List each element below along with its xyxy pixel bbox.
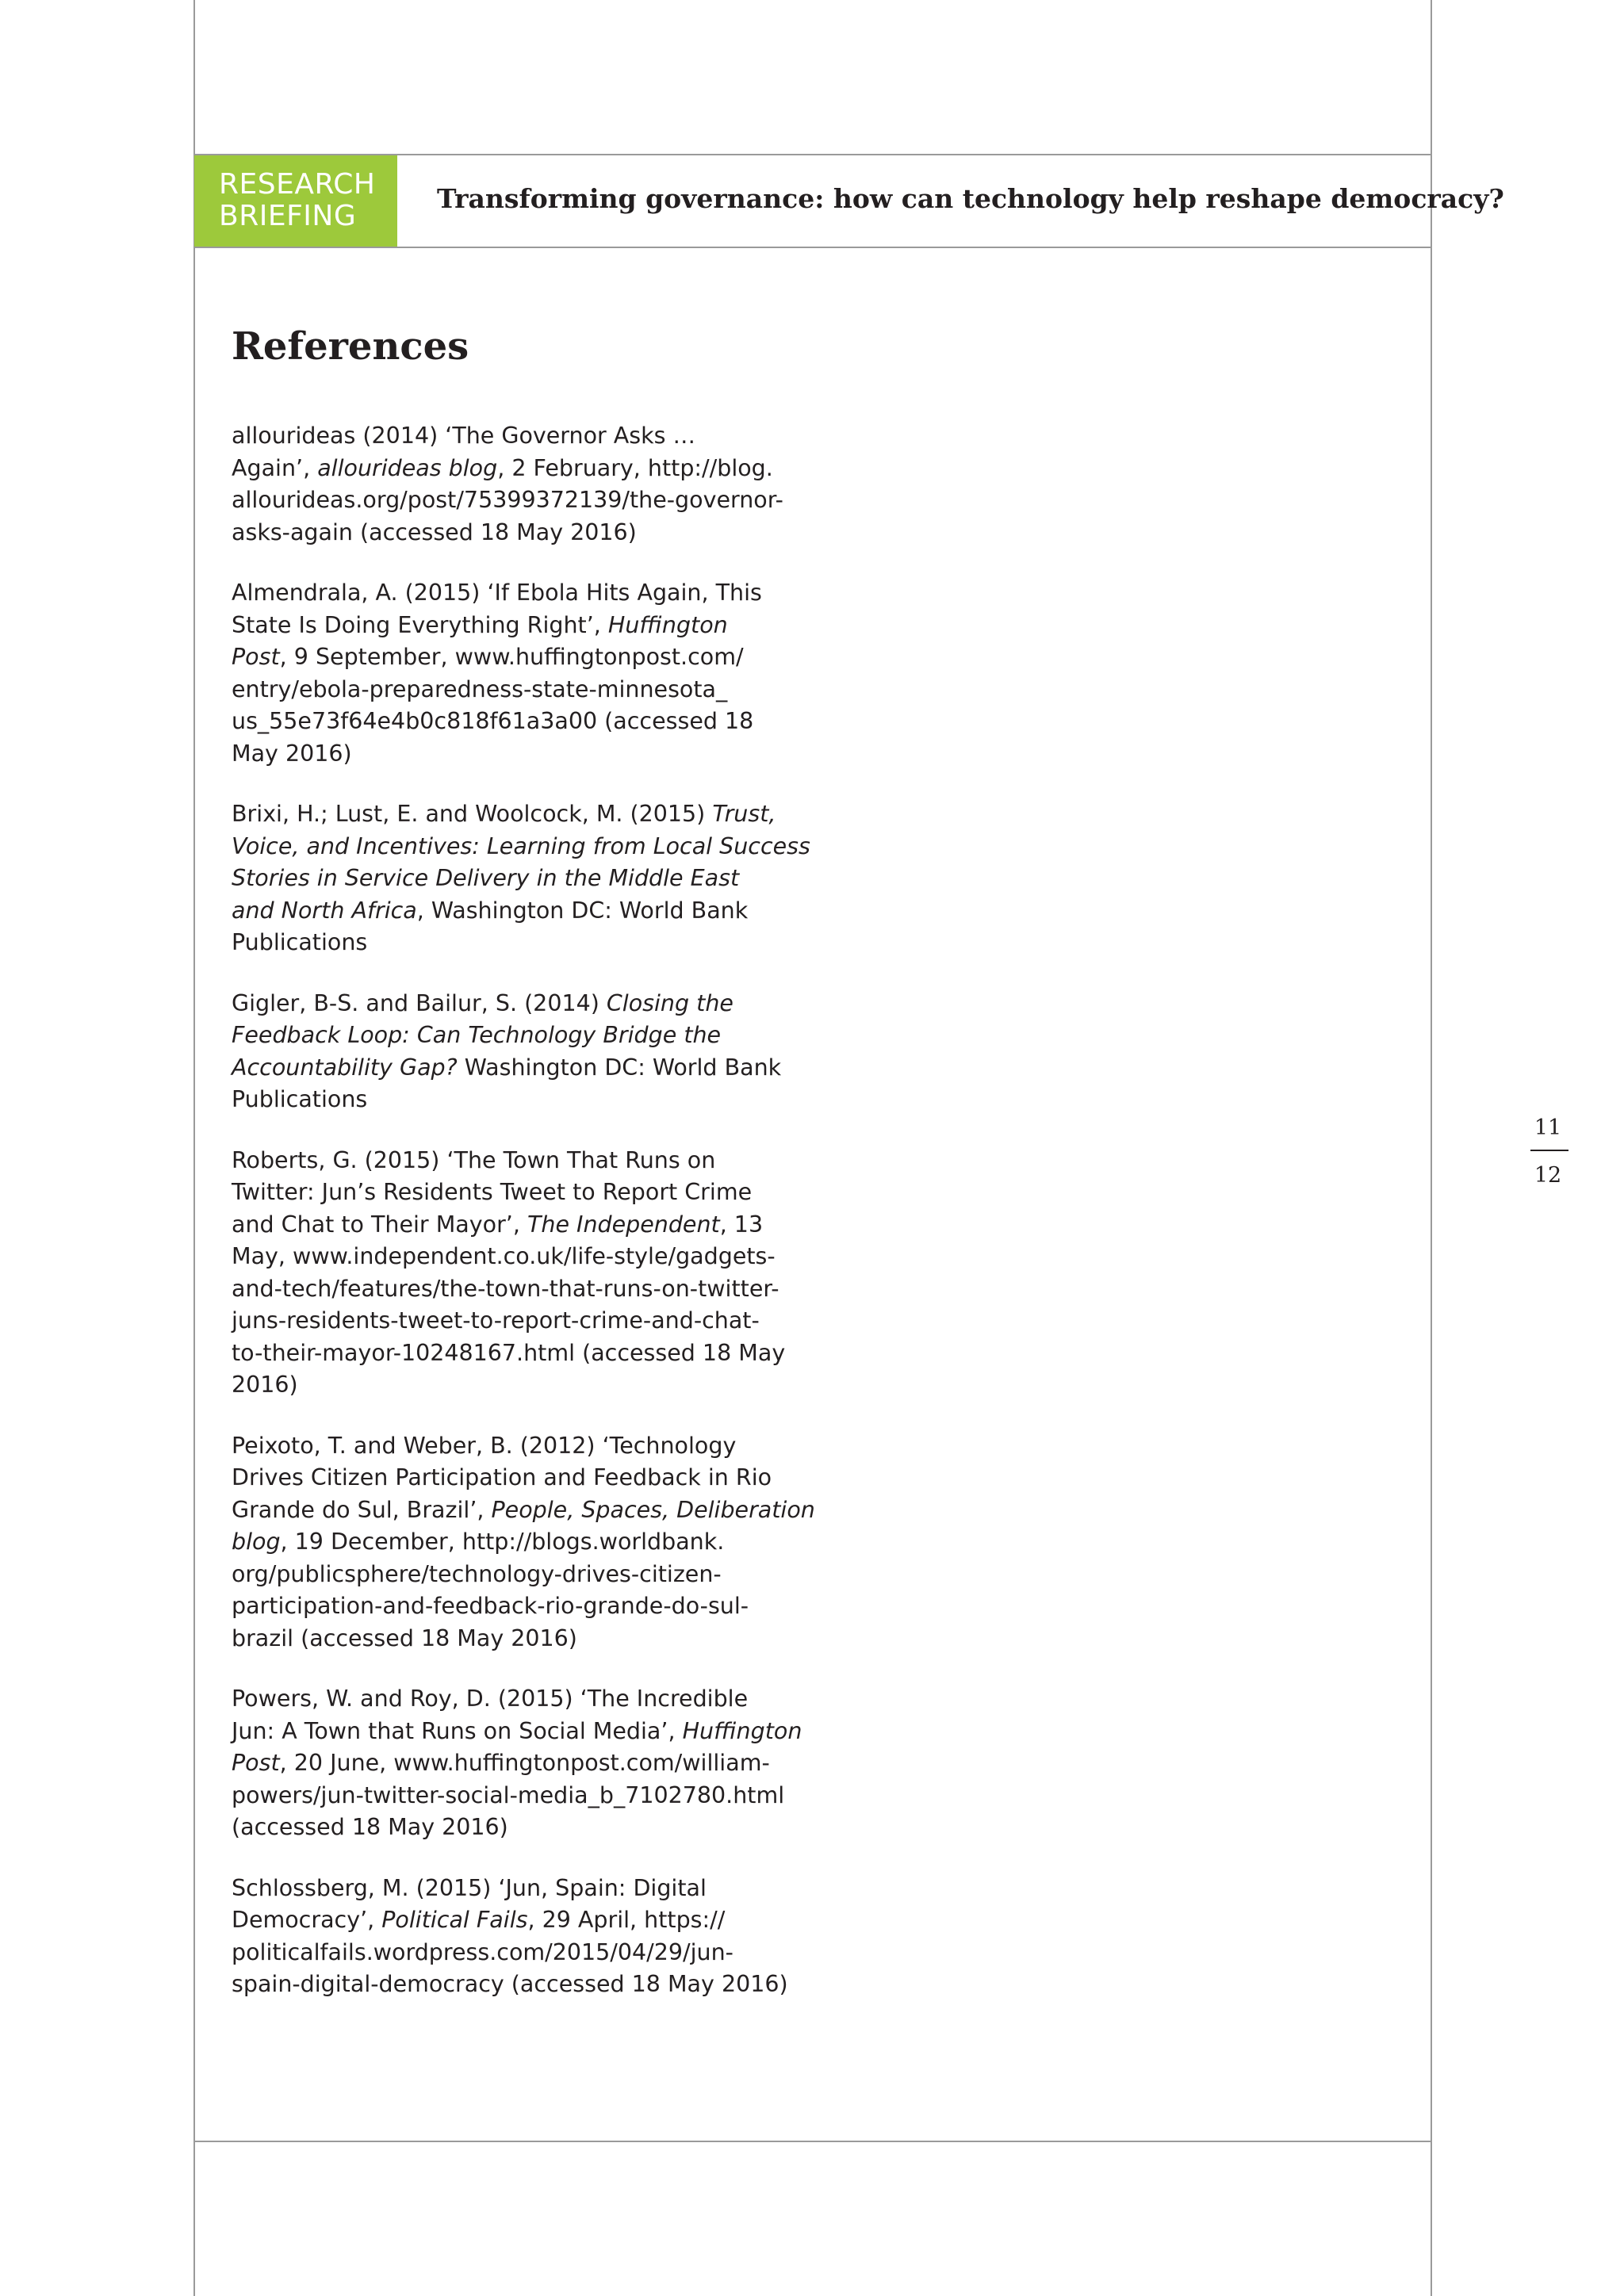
research-briefing-badge bbox=[194, 155, 397, 247]
reference-text: May, www.independent.co.uk/life-style/gadgets- bbox=[232, 1243, 776, 1269]
reference-italic-text: allourideas blog bbox=[317, 454, 498, 481]
reference-text: Gigler, B-S. and Bailur, S. (2014) bbox=[232, 989, 607, 1016]
references-list bbox=[232, 420, 818, 2030]
reference-text: Schlossberg, M. (2015) ‘Jun, Spain: Digital bbox=[232, 1874, 707, 1901]
reference-line bbox=[232, 706, 818, 738]
reference-text: Peixoto, T. and Weber, B. (2012) ‘Technology bbox=[232, 1432, 737, 1459]
reference-italic-text: Huffington bbox=[682, 1717, 802, 1744]
reference-text: Grande do Sul, Brazil’, bbox=[232, 1496, 492, 1523]
reference-text: , 13 bbox=[719, 1211, 764, 1238]
reference-italic-text: Post bbox=[232, 1750, 280, 1776]
reference-text: and Chat to Their Mayor’, bbox=[232, 1211, 527, 1238]
reference-italic-text: Trust, bbox=[712, 801, 776, 827]
reference-text: May 2016) bbox=[232, 740, 352, 767]
reference-text: (accessed 18 May 2016) bbox=[232, 1814, 508, 1840]
reference-text: participation-and-feedback-rio-grande-do-sul- bbox=[232, 1593, 749, 1619]
reference-line bbox=[232, 895, 818, 928]
reference-entry bbox=[232, 1145, 818, 1402]
footer-rule bbox=[193, 2141, 1432, 2142]
reference-line bbox=[232, 1305, 818, 1337]
reference-line bbox=[232, 1430, 818, 1463]
reference-line bbox=[232, 1812, 818, 1844]
reference-text: spain-digital-democracy (accessed 18 May 2016) bbox=[232, 1971, 788, 1997]
reference-line bbox=[232, 1084, 818, 1116]
total-pages-number: 12 bbox=[1534, 1163, 1562, 1188]
reference-line bbox=[232, 1462, 818, 1494]
reference-line bbox=[232, 1052, 818, 1085]
reference-text: juns-residents-tweet-to-report-crime-and-chat- bbox=[232, 1307, 760, 1334]
references-heading: References bbox=[232, 324, 469, 369]
reference-line bbox=[232, 517, 818, 549]
reference-line bbox=[232, 1241, 818, 1273]
reference-text: Publications bbox=[232, 1086, 368, 1112]
reference-italic-text: Feedback Loop: Can Technology Bridge the bbox=[232, 1022, 722, 1048]
reference-italic-text: Voice, and Incentives: Learning from Local Success bbox=[232, 832, 810, 859]
reference-entry bbox=[232, 798, 818, 959]
reference-text: Brixi, H.; Lust, E. and Woolcock, M. (2015) bbox=[232, 801, 713, 827]
reference-text: , 29 April, https:// bbox=[527, 1907, 726, 1933]
reference-line bbox=[232, 641, 818, 674]
reference-text: Publications bbox=[232, 929, 368, 955]
reference-italic-text: blog bbox=[232, 1529, 281, 1555]
reference-line bbox=[232, 1559, 818, 1591]
reference-entry bbox=[232, 420, 818, 549]
reference-line bbox=[232, 831, 818, 863]
reference-text: , 19 December, http://blogs.worldbank. bbox=[280, 1529, 725, 1555]
reference-line bbox=[232, 1747, 818, 1780]
reference-line bbox=[232, 1273, 818, 1306]
reference-line bbox=[232, 1937, 818, 1969]
reference-text: Roberts, G. (2015) ‘The Town That Runs on bbox=[232, 1146, 716, 1173]
reference-text: brazil (accessed 18 May 2016) bbox=[232, 1624, 577, 1651]
reference-line bbox=[232, 1526, 818, 1559]
reference-line bbox=[232, 420, 818, 453]
reference-text: Powers, W. and Roy, D. (2015) ‘The Incredible bbox=[232, 1686, 749, 1712]
reference-text: Almendrala, A. (2015) ‘If Ebola Hits Again, This bbox=[232, 580, 762, 606]
reference-line bbox=[232, 1969, 818, 2001]
reference-italic-text: Accountability Gap? bbox=[232, 1054, 458, 1081]
reference-entry bbox=[232, 1683, 818, 1844]
reference-italic-text: Political Fails bbox=[381, 1907, 528, 1933]
reference-italic-text: Stories in Service Delivery in the Middle East bbox=[232, 865, 740, 891]
reference-text: org/publicsphere/technology-drives-citizen- bbox=[232, 1560, 722, 1587]
reference-line bbox=[232, 1904, 818, 1937]
reference-text: 2016) bbox=[232, 1372, 298, 1398]
reference-italic-text: and North Africa bbox=[232, 897, 417, 924]
reference-line bbox=[232, 1873, 818, 1905]
current-page-number: 11 bbox=[1534, 1115, 1562, 1140]
reference-line bbox=[232, 1623, 818, 1655]
reference-italic-text: The Independent bbox=[527, 1211, 720, 1238]
reference-italic-text: Closing the bbox=[606, 989, 733, 1016]
reference-text: , 9 September, www.huffingtonpost.com/ bbox=[279, 644, 744, 670]
document-title: Transforming governance: how can technology help reshape democracy? bbox=[437, 183, 1504, 214]
reference-text: us_55e73f64e4b0c818f61a3a00 (accessed 18 bbox=[232, 708, 754, 734]
reference-line bbox=[232, 1020, 818, 1052]
badge-line-2: BRIEFING bbox=[219, 200, 357, 232]
reference-italic-text: People, Spaces, Deliberation bbox=[491, 1496, 815, 1523]
reference-text: , 20 June, www.huffingtonpost.com/william- bbox=[279, 1750, 770, 1776]
reference-line bbox=[232, 1369, 818, 1402]
reference-line bbox=[232, 863, 818, 895]
reference-line bbox=[232, 1780, 818, 1812]
reference-text: powers/jun-twitter-social-media_b_7102780.html bbox=[232, 1781, 785, 1808]
reference-text: and-tech/features/the-town-that-runs-on-twitter- bbox=[232, 1275, 779, 1302]
reference-line bbox=[232, 610, 818, 642]
reference-line bbox=[232, 674, 818, 706]
page-number-divider bbox=[1530, 1150, 1568, 1151]
reference-text: Democracy’, bbox=[232, 1907, 382, 1933]
reference-line bbox=[232, 577, 818, 610]
reference-text: Drives Citizen Participation and Feedback in Rio bbox=[232, 1464, 772, 1490]
reference-entry bbox=[232, 577, 818, 770]
reference-text: politicalfails.wordpress.com/2015/04/29/jun- bbox=[232, 1938, 733, 1965]
header-bottom-rule bbox=[193, 247, 1432, 248]
reference-italic-text: Post bbox=[232, 644, 280, 670]
reference-line bbox=[232, 453, 818, 485]
reference-text: Again’, bbox=[232, 454, 318, 481]
reference-text: asks-again (accessed 18 May 2016) bbox=[232, 519, 637, 545]
reference-text: to-their-mayor-10248167.html (accessed 18 May bbox=[232, 1339, 786, 1366]
reference-line bbox=[232, 1683, 818, 1716]
reference-entry bbox=[232, 1430, 818, 1655]
reference-text: State Is Doing Everything Right’, bbox=[232, 611, 608, 638]
reference-line bbox=[232, 1209, 818, 1242]
reference-line bbox=[232, 1590, 818, 1623]
reference-line bbox=[232, 1494, 818, 1527]
reference-entry bbox=[232, 1873, 818, 2001]
reference-line bbox=[232, 988, 818, 1020]
reference-line bbox=[232, 738, 818, 771]
reference-text: , Washington DC: World Bank bbox=[416, 897, 749, 924]
right-margin-line bbox=[1431, 0, 1432, 2296]
reference-line bbox=[232, 484, 818, 517]
reference-line bbox=[232, 927, 818, 959]
reference-line bbox=[232, 1716, 818, 1748]
badge-line-1: RESEARCH bbox=[219, 168, 376, 201]
reference-text: Twitter: Jun’s Residents Tweet to Report Crime bbox=[232, 1179, 753, 1205]
reference-entry bbox=[232, 988, 818, 1116]
reference-line bbox=[232, 1177, 818, 1209]
reference-line bbox=[232, 1145, 818, 1177]
reference-text: allourideas (2014) ‘The Governor Asks … bbox=[232, 423, 696, 449]
reference-text: Washington DC: World Bank bbox=[457, 1054, 782, 1081]
left-margin-line bbox=[193, 0, 195, 2296]
reference-text: , 2 February, http://blog. bbox=[497, 454, 773, 481]
reference-line bbox=[232, 1337, 818, 1370]
reference-text: Jun: A Town that Runs on Social Media’, bbox=[232, 1717, 683, 1744]
reference-italic-text: Huffington bbox=[607, 611, 728, 638]
reference-line bbox=[232, 798, 818, 831]
reference-text: allourideas.org/post/75399372139/the-governor- bbox=[232, 487, 783, 513]
reference-text: entry/ebola-preparedness-state-minnesota_ bbox=[232, 675, 728, 702]
